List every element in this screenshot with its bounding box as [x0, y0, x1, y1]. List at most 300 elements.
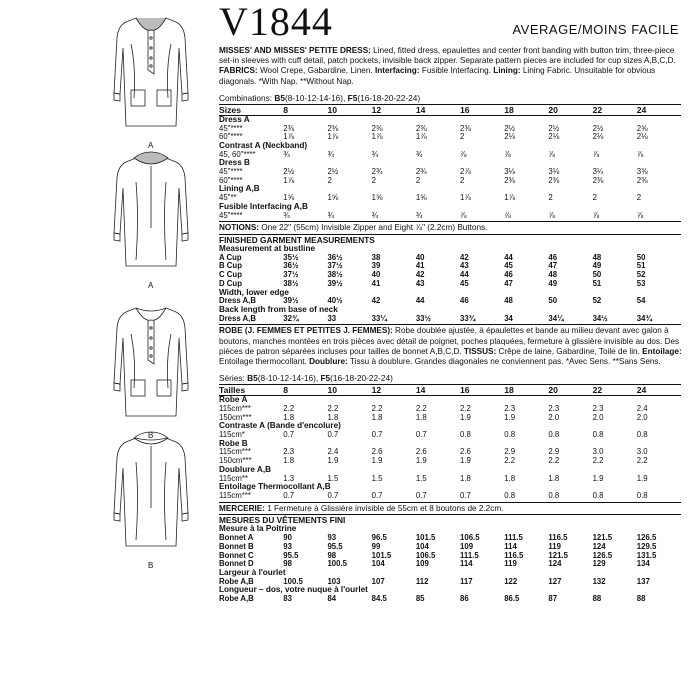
table-cell: 126.5 [636, 533, 657, 543]
table-cell: 2⅜ [415, 123, 427, 133]
table-cell: 2.0 [592, 412, 604, 422]
table-cell: 48 [592, 252, 602, 262]
row-label: Robe A,B [219, 594, 254, 604]
table-cell: 95.5 [327, 541, 343, 551]
table-cell: 49 [592, 261, 602, 271]
table-row [219, 431, 681, 440]
size-header-cell: 20 [548, 104, 592, 115]
table-cell: 2¾ [415, 167, 427, 177]
table-cell: 103 [327, 576, 341, 586]
row-label: 150cm*** [219, 412, 252, 422]
table-cell: 1⅞ [460, 193, 471, 203]
table-cell: 2.2 [415, 403, 427, 413]
table-cell: 2½ [504, 123, 516, 133]
row-label: A Cup [219, 252, 242, 262]
table-cell: 1.8 [327, 412, 339, 422]
table-cell: 100.5 [283, 576, 303, 586]
row-label: 115cm** [219, 473, 248, 483]
table-cell: 2 [592, 193, 597, 203]
table-cell: 51 [592, 278, 602, 288]
table-cell: 47 [504, 278, 513, 288]
table-cell: 2.2 [636, 456, 648, 466]
table-cell: 2⅜ [504, 175, 516, 185]
table-cell: 2.3 [504, 403, 516, 413]
table-cell: 95.5 [283, 550, 299, 560]
sketch-view-a-back [96, 148, 206, 288]
table-cell: ⅞ [504, 210, 511, 220]
table-cell: 0.7 [371, 430, 383, 440]
row-label: Dress A,B [219, 313, 256, 323]
notions-french: MERCERIE: 1 Fermeture à Glissière invisible de 55cm et 8 boutons de 2.2cm. [219, 503, 504, 513]
row-label: Bonnet C [219, 550, 254, 560]
table-cell: ¾ [283, 149, 290, 159]
table-cell: 42 [460, 252, 469, 262]
finished-measurements-title-french: MESURES DU VÊTEMENTS FINI [219, 515, 346, 526]
table-cell: 2.3 [592, 403, 604, 413]
table-cell: 1⅞ [371, 132, 383, 142]
group-heading: Width, lower edge [219, 287, 289, 297]
table-cell: 2⅛ [548, 132, 560, 142]
table-cell: 1.3 [283, 473, 295, 483]
table-cell: 43 [415, 278, 425, 288]
table-cell: 2⅜ [371, 123, 383, 133]
table-cell: 1.5 [371, 473, 383, 483]
table-cell: ¾ [371, 210, 379, 220]
table-cell: 43 [460, 261, 469, 271]
table-cell: 1.8 [504, 473, 516, 483]
table-cell: 93 [327, 533, 337, 543]
row-label: 45"** [219, 193, 237, 203]
table-cell: 124 [592, 541, 606, 551]
row-label: B Cup [219, 261, 242, 271]
size-header-cell: 18 [504, 104, 548, 115]
table-cell: 45 [460, 278, 469, 288]
row-label: 60"**** [219, 175, 243, 185]
table-cell: 86 [460, 594, 469, 604]
table-cell: 54 [636, 296, 646, 306]
table-cell: 2.2 [548, 456, 560, 466]
size-header-cell: Sizes [219, 104, 283, 115]
table-cell: ⅞ [460, 149, 467, 159]
table-cell: 1.9 [636, 473, 648, 483]
table-cell: 0.7 [415, 490, 427, 500]
table-cell: 2.2 [592, 456, 604, 466]
size-header-cell: 14 [416, 104, 460, 115]
table-cell: 124 [548, 559, 562, 569]
table-cell: 2¾ [371, 167, 383, 177]
table-cell: 1⅞ [283, 132, 295, 142]
finished-measurements-table-english [219, 245, 681, 323]
table-cell: 109 [415, 559, 429, 569]
table-row [219, 151, 681, 160]
table-cell: 46 [504, 270, 513, 280]
table-cell: 129.5 [636, 541, 657, 551]
table-cell: 1.9 [460, 456, 471, 466]
table-cell: 101.5 [415, 533, 436, 543]
table-cell: 2⅛ [504, 132, 516, 142]
table-cell: 131.5 [636, 550, 657, 560]
group-heading: Robe A [219, 395, 248, 405]
dress-a-front-illustration [96, 8, 206, 138]
table-cell: 83 [283, 594, 292, 604]
table-cell: 39 [371, 261, 381, 271]
table-cell: 134 [636, 559, 650, 569]
table-cell: 121.5 [548, 550, 568, 560]
table-cell: 2⅜ [283, 123, 295, 133]
table-cell: 45 [504, 261, 513, 271]
row-label: 45"**** [219, 210, 243, 220]
table-cell: 2½ [327, 167, 339, 177]
table-cell: 1⅞ [283, 175, 295, 185]
table-cell: 50 [636, 252, 646, 262]
table-cell: 1.8 [460, 473, 471, 483]
size-header-cell: 22 [593, 104, 637, 115]
table-cell: 132 [592, 576, 606, 586]
table-cell: 1.8 [371, 412, 383, 422]
table-cell: 0.8 [548, 430, 560, 440]
table-cell: 1.8 [283, 412, 295, 422]
table-cell: 3⅛ [504, 167, 516, 177]
row-label: 45"**** [219, 123, 243, 133]
row-label: 115cm* [219, 430, 245, 440]
table-cell: 38 [371, 252, 381, 262]
table-cell: 88 [592, 594, 602, 604]
table-cell: 2 [548, 193, 553, 203]
table-cell: ¾ [371, 149, 379, 159]
table-cell: 2.4 [327, 447, 339, 457]
finished-measurements-table-french [219, 525, 681, 603]
sketch-view-b-back [96, 428, 206, 568]
table-cell: 0.7 [371, 490, 383, 500]
table-row [219, 492, 681, 501]
finished-measurements-title: FINISHED GARMENT MEASUREMENTS [219, 234, 375, 245]
group-heading: Measurement at bustline [219, 244, 315, 254]
table-cell: 1⅝ [371, 193, 383, 203]
pattern-number: V1844 [219, 0, 333, 44]
table-cell: 2 [415, 175, 421, 185]
table-cell: 85 [415, 594, 425, 604]
sketch-label: B [148, 561, 154, 570]
table-cell: 1⅝ [283, 193, 295, 203]
table-cell: 1.9 [504, 412, 516, 422]
table-cell: ⅞ [636, 149, 644, 159]
table-cell: 2 [636, 193, 642, 203]
group-heading: Mesure à la Poitrine [219, 524, 297, 534]
table-cell: 2.2 [504, 456, 516, 466]
table-cell: 46 [460, 296, 469, 306]
table-cell: 0.8 [504, 490, 516, 500]
table-cell: 1.8 [415, 412, 427, 422]
size-header-cell: Tailles [219, 385, 283, 396]
table-cell: 2⅞ [460, 167, 471, 177]
table-cell: 37½ [327, 261, 343, 271]
table-cell: 2½ [548, 123, 560, 133]
table-cell: 42 [415, 270, 425, 280]
table-cell: 1.9 [592, 473, 604, 483]
table-cell: 40½ [327, 296, 343, 306]
table-cell: 48 [504, 296, 513, 306]
table-cell: 41 [371, 278, 381, 288]
table-cell: 44 [504, 252, 513, 262]
table-cell: 2⅜ [460, 123, 471, 133]
pattern-info-panel [219, 0, 689, 604]
table-cell: ⅞ [460, 210, 467, 220]
table-cell: 1.5 [327, 473, 339, 483]
table-cell: ⅞ [504, 149, 511, 159]
table-cell: 34 [504, 313, 513, 323]
size-header-cell: 8 [283, 385, 327, 396]
table-cell: ¾ [415, 210, 423, 220]
table-cell: 38½ [327, 270, 343, 280]
table-row [219, 560, 681, 569]
table-cell: 40 [371, 270, 381, 280]
size-header-cell: 14 [416, 385, 460, 396]
table-cell: 122 [504, 576, 518, 586]
group-heading: Entoilage Thermocollant A,B [219, 482, 331, 492]
table-cell: 116.5 [548, 533, 568, 543]
table-cell: 2.6 [460, 447, 471, 457]
table-cell: 0.8 [636, 490, 648, 500]
table-cell: ⅞ [592, 149, 600, 159]
table-cell: 0.8 [548, 490, 560, 500]
table-cell: 2.2 [371, 403, 383, 413]
table-cell: 3.0 [636, 447, 648, 457]
table-cell: 100.5 [327, 559, 347, 569]
table-row [219, 595, 681, 604]
table-cell: 107 [371, 576, 385, 586]
table-cell: 2.4 [636, 403, 648, 413]
table-cell: 3⅜ [636, 167, 648, 177]
table-cell: 2.0 [548, 412, 560, 422]
row-label: 150cm*** [219, 456, 252, 466]
row-label: 45, 60"**** [219, 149, 256, 159]
table-cell: 104 [415, 541, 429, 551]
group-heading: Fusible Interfacing A,B [219, 201, 308, 211]
size-header-cell: 12 [372, 104, 416, 115]
dress-b-front-illustration [96, 298, 206, 428]
table-cell: 44 [415, 296, 425, 306]
table-cell: 2⅝ [636, 123, 648, 133]
table-cell: 46 [548, 252, 558, 262]
table-cell: 32¾ [283, 313, 299, 323]
table-cell: 1.8 [548, 473, 560, 483]
group-heading: Back length from base of neck [219, 304, 338, 314]
table-cell: 99 [371, 541, 381, 551]
size-header-row [219, 104, 681, 115]
divider [219, 221, 681, 222]
table-cell: 44 [460, 270, 469, 280]
table-cell: 38½ [283, 278, 299, 288]
table-cell: 98 [283, 559, 292, 569]
table-cell: 2.2 [460, 403, 471, 413]
yardage-table-french [219, 384, 681, 500]
table-cell: ¾ [415, 149, 423, 159]
table-cell: 1⅞ [415, 132, 427, 142]
table-row [219, 212, 681, 221]
group-heading: Largeur à l'ourlet [219, 567, 286, 577]
table-cell: 1⅞ [327, 132, 339, 142]
header [219, 0, 689, 46]
row-label: 60"**** [219, 132, 243, 142]
group-heading: Doublure A,B [219, 464, 272, 474]
table-cell: 0.7 [327, 430, 339, 440]
table-cell: 35½ [283, 252, 299, 262]
table-cell: 2 [460, 132, 465, 142]
table-cell: 2⅜ [327, 123, 339, 133]
table-cell: 1.8 [283, 456, 295, 466]
difficulty-label: AVERAGE/MOINS FACILE [512, 22, 679, 37]
row-label: Dress A,B [219, 296, 256, 306]
table-cell: 50 [548, 296, 558, 306]
table-cell: 40 [415, 252, 425, 262]
table-cell: 1⅞ [504, 193, 516, 203]
description-english: MISSES' AND MISSES' PETITE DRESS: Lined, fitted dress, epaulettes and center front banding with button trim, three-piece set-in sleeves with cuff detail, patch pockets, invisible back zipper. Separate pattern pieces are included for cup sizes A,B,C,D. FABRICS: Wool Crepe, Gabardine, Linen. Interfacing: Fusible Interfacing. Lining: Lining Fabric. Unsuitable for obvious diagonals. *With Nap. **Without Nap. [219, 46, 676, 86]
table-cell: 39½ [327, 278, 343, 288]
table-cell: 96.5 [371, 533, 387, 543]
table-cell: 33 [327, 313, 337, 323]
table-cell: 2 [371, 175, 376, 185]
table-cell: 2⅛ [636, 132, 648, 142]
table-cell: 0.8 [592, 490, 604, 500]
table-cell: 3.0 [592, 447, 604, 457]
table-cell: 0.7 [283, 430, 295, 440]
sketch-label: A [148, 281, 154, 290]
table-cell: 84 [327, 594, 337, 604]
size-header-cell: 16 [460, 104, 504, 115]
table-cell: 37½ [283, 270, 299, 280]
row-label: Bonnet D [219, 559, 254, 569]
table-cell: 121.5 [592, 533, 613, 543]
table-cell: 2⅛ [592, 132, 604, 142]
table-cell: 129 [592, 559, 606, 569]
table-cell: 88 [636, 594, 646, 604]
table-cell: 49 [548, 278, 558, 288]
sketch-view-a-front [96, 8, 206, 148]
notions-english: NOTIONS: One 22" (55cm) Invisible Zipper and Eight ⅞" (2.2cm) Buttons. [219, 223, 488, 233]
table-cell: 0.7 [415, 430, 427, 440]
table-cell: 0.8 [636, 430, 648, 440]
group-heading: Dress A [219, 114, 250, 124]
divider [219, 502, 681, 503]
table-cell: 0.7 [283, 490, 295, 500]
size-header-cell: 10 [327, 385, 371, 396]
table-cell: 1.9 [415, 456, 427, 466]
table-cell: ⅞ [636, 210, 644, 220]
table-cell: 84.5 [371, 594, 387, 604]
table-row [219, 177, 681, 186]
table-cell: 2½ [283, 167, 295, 177]
row-label: 115cm*** [219, 447, 251, 457]
table-cell: 109 [460, 541, 474, 551]
table-cell: 2.9 [504, 447, 516, 457]
garment-sketches [96, 8, 206, 568]
table-cell: 2.6 [371, 447, 383, 457]
size-header-cell: 16 [460, 385, 504, 396]
table-cell: 2⅜ [592, 175, 604, 185]
table-cell: 33½ [415, 313, 432, 323]
table-cell: 1⅝ [415, 193, 427, 203]
table-cell: 2 [327, 175, 332, 185]
table-cell: 2½ [592, 123, 604, 133]
table-cell: 0.8 [460, 430, 471, 440]
size-header-cell: 22 [593, 385, 637, 396]
table-cell: 111.5 [460, 550, 479, 560]
table-cell: 1.9 [327, 456, 339, 466]
table-cell: 36½ [327, 252, 343, 262]
yardage-table-english [219, 104, 681, 220]
table-cell: 126.5 [592, 550, 613, 560]
table-cell: 117 [460, 576, 473, 586]
description-french: ROBE (J. FEMMES ET PETITES J. FEMMES): Robe doublée ajustée, à épaulettes et bande au milieu devant avec galon à boutons, manches montées en trois pièces avec détail de poignet, poches plaquées, fermeture à glissière invisible au dos. Des pièces de patron séparées incluses pour tailles de bonnet A,B,C,D. TISSUS: Crêpe de laine, Gabardine, Toile de lin. Entoilage: Entoilage thermocollant. Doublure: Tissu à doublure. Grandes diagonales ne conviennent pas. *Avec Sens. **Sans Sens. [219, 326, 682, 366]
table-row [219, 457, 681, 466]
table-cell: 53 [636, 278, 646, 288]
dress-b-back-illustration [96, 428, 206, 558]
table-cell: 93 [283, 541, 292, 551]
table-cell: 39½ [283, 296, 299, 306]
group-heading: Contraste A (Bande d'encolure) [219, 421, 341, 431]
table-cell: 0.8 [504, 430, 516, 440]
table-cell: ⅞ [548, 149, 555, 159]
size-header-row [219, 385, 681, 396]
table-cell: 87 [548, 594, 558, 604]
table-cell: 2.3 [283, 447, 295, 457]
row-label: 45"**** [219, 167, 243, 177]
table-cell: ¾ [283, 210, 290, 220]
table-cell: 33¾ [460, 313, 476, 323]
size-header-cell: 20 [548, 385, 592, 396]
table-cell: ¾ [327, 210, 334, 220]
table-cell: 98 [327, 550, 337, 560]
table-cell: 52 [636, 270, 646, 280]
table-cell: 114 [460, 559, 473, 569]
table-cell: 3⅛ [548, 167, 560, 177]
table-cell: 104 [371, 559, 385, 569]
table-cell: 1.9 [371, 456, 383, 466]
table-cell: 1.5 [415, 473, 427, 483]
table-cell: 51 [636, 261, 646, 271]
table-cell: 2.6 [415, 447, 427, 457]
table-cell: 2 [460, 175, 465, 185]
table-cell: 41 [415, 261, 425, 271]
table-cell: 47 [548, 261, 558, 271]
table-cell: 119 [548, 541, 561, 551]
table-cell: 106.5 [460, 533, 480, 543]
size-header-cell: 24 [637, 104, 681, 115]
sketch-label: A [148, 141, 154, 150]
group-heading: Longueur – dos, votre nuque à l'ourlet [219, 585, 368, 595]
table-cell: 48 [548, 270, 558, 280]
size-header-cell: 12 [372, 385, 416, 396]
dress-a-back-illustration [96, 148, 206, 278]
row-label: Bonnet A [219, 533, 254, 543]
row-label: Robe A,B [219, 576, 254, 586]
table-cell: 0.8 [592, 430, 604, 440]
table-cell: 34¾ [636, 313, 652, 323]
table-cell: 90 [283, 533, 292, 543]
table-cell: 0.7 [460, 490, 471, 500]
group-heading: Robe B [219, 438, 248, 448]
combinations-french: Séries: B5(8-10-12-14-16), F5(16-18-20-22-24) [219, 373, 393, 384]
size-header-cell: 18 [504, 385, 548, 396]
table-cell: ⅞ [548, 210, 555, 220]
group-heading: Contrast A (Neckband) [219, 140, 308, 150]
table-cell: 36½ [283, 261, 299, 271]
table-cell: 34½ [592, 313, 608, 323]
table-cell: 34¼ [548, 313, 564, 323]
table-cell: 50 [592, 270, 602, 280]
size-header-cell: 8 [283, 104, 327, 115]
table-cell: 112 [415, 576, 429, 586]
